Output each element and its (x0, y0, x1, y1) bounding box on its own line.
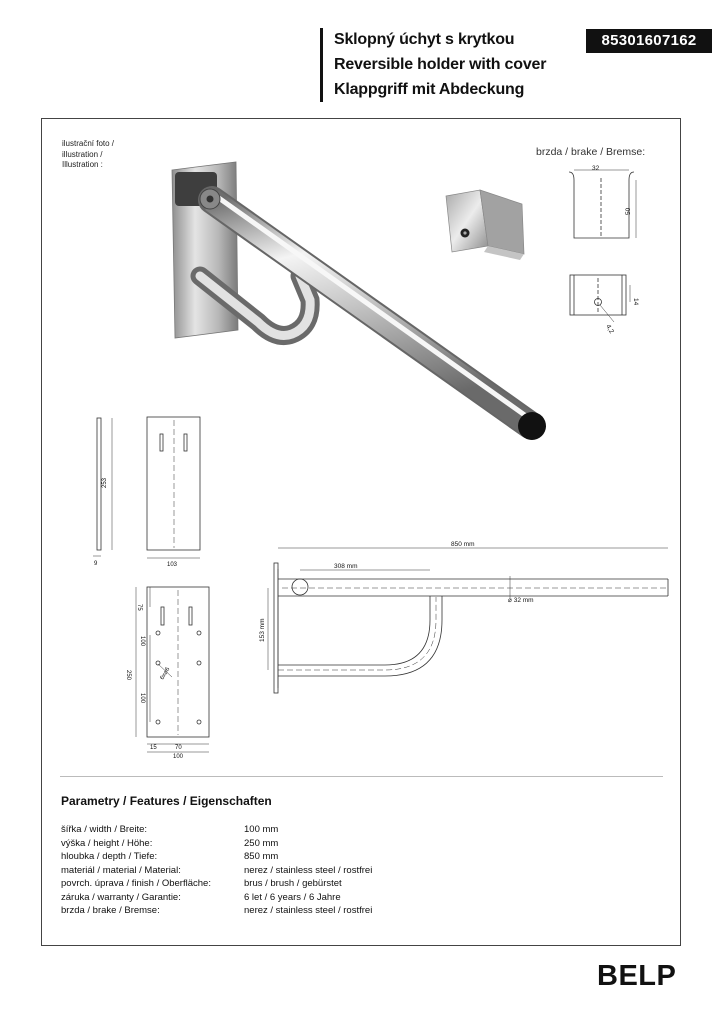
param-label: povrch. úprava / finish / Oberfläche: (61, 878, 211, 889)
plate-drilling-drawing (136, 587, 209, 752)
title-german: Klappgriff mit Abdeckung (334, 81, 525, 98)
support-height-label: 153 mm (259, 618, 266, 642)
product-code-badge: 85301607162 (586, 29, 712, 53)
plate-width-label: 103 (167, 562, 178, 568)
param-label: výška / height / Höhe: (61, 837, 153, 849)
param-value: 850 mm (244, 851, 279, 862)
brake-photo (446, 190, 524, 260)
plate-thickness-label: 9 (94, 561, 98, 567)
dim-75-label: 75 (136, 604, 142, 611)
brake-hole-label: 4,2 (604, 323, 615, 335)
param-row-material (61, 864, 372, 878)
tube-diameter-label: ⌀ 32 mm (508, 597, 534, 604)
parameters-title: Parametry / Features / Eigenschaften (61, 794, 272, 808)
hole-diameter-label: 6x⌀6 (159, 666, 172, 681)
brake-label: brzda / brake / Bremse: (536, 146, 646, 158)
dim-250-label: 250 (125, 670, 131, 681)
plate-height-label: 253 (102, 477, 108, 488)
title-czech: Sklopný úchyt s krytkou (334, 31, 515, 48)
param-row-brake (61, 904, 372, 918)
dim-100c-label: 100 (173, 754, 184, 760)
title-english: Reversible holder with cover (334, 56, 547, 73)
param-label: materiál / material / Material: (61, 864, 181, 876)
parameters-table (61, 823, 372, 918)
param-row-warranty (61, 891, 372, 905)
brake-drawing-front (569, 170, 636, 238)
param-label: hloubka / depth / Tiefe: (61, 851, 158, 862)
illustration-label-en: illustration / (62, 149, 103, 159)
param-value: 6 let / 6 years / 6 Jahre (244, 891, 341, 903)
section-separator (60, 776, 663, 777)
illustration-label-cz: ilustrační foto / (62, 139, 115, 148)
param-value: 100 mm (244, 824, 279, 835)
dim-100a-label: 100 (139, 636, 145, 647)
brake-hole-offset-label: 14 (632, 298, 639, 306)
handle-side-drawing (268, 548, 668, 693)
param-value: nerez / stainless steel / rostfrei (244, 905, 373, 916)
brake-width-label: 32 (592, 165, 600, 172)
param-label: záruka / warranty / Garantie: (61, 891, 181, 903)
dim-15-label: 15 (150, 745, 157, 751)
param-row-depth (61, 850, 372, 864)
brand-logo: BELP (597, 960, 677, 992)
illustration-label-de: Illustration : (62, 160, 103, 169)
total-length-label: 850 mm (451, 541, 475, 548)
pivot-offset-label: 308 mm (334, 563, 358, 570)
param-row-height (61, 837, 372, 851)
dim-100b-label: 100 (139, 693, 145, 704)
param-value: 250 mm (244, 837, 279, 849)
brake-drawing-side (570, 275, 630, 322)
param-label: brzda / brake / Bremse: (61, 905, 160, 916)
plate-front-view (147, 417, 200, 558)
param-row-finish (61, 877, 372, 891)
param-value: nerez / stainless steel / rostfrei (244, 864, 373, 876)
param-label: šířka / width / Breite: (61, 824, 148, 835)
param-value: brus / brush / gebürstet (244, 878, 342, 889)
param-row-width (61, 823, 372, 837)
dim-70-label: 70 (175, 745, 182, 751)
brake-height-label: 50 (625, 207, 632, 215)
